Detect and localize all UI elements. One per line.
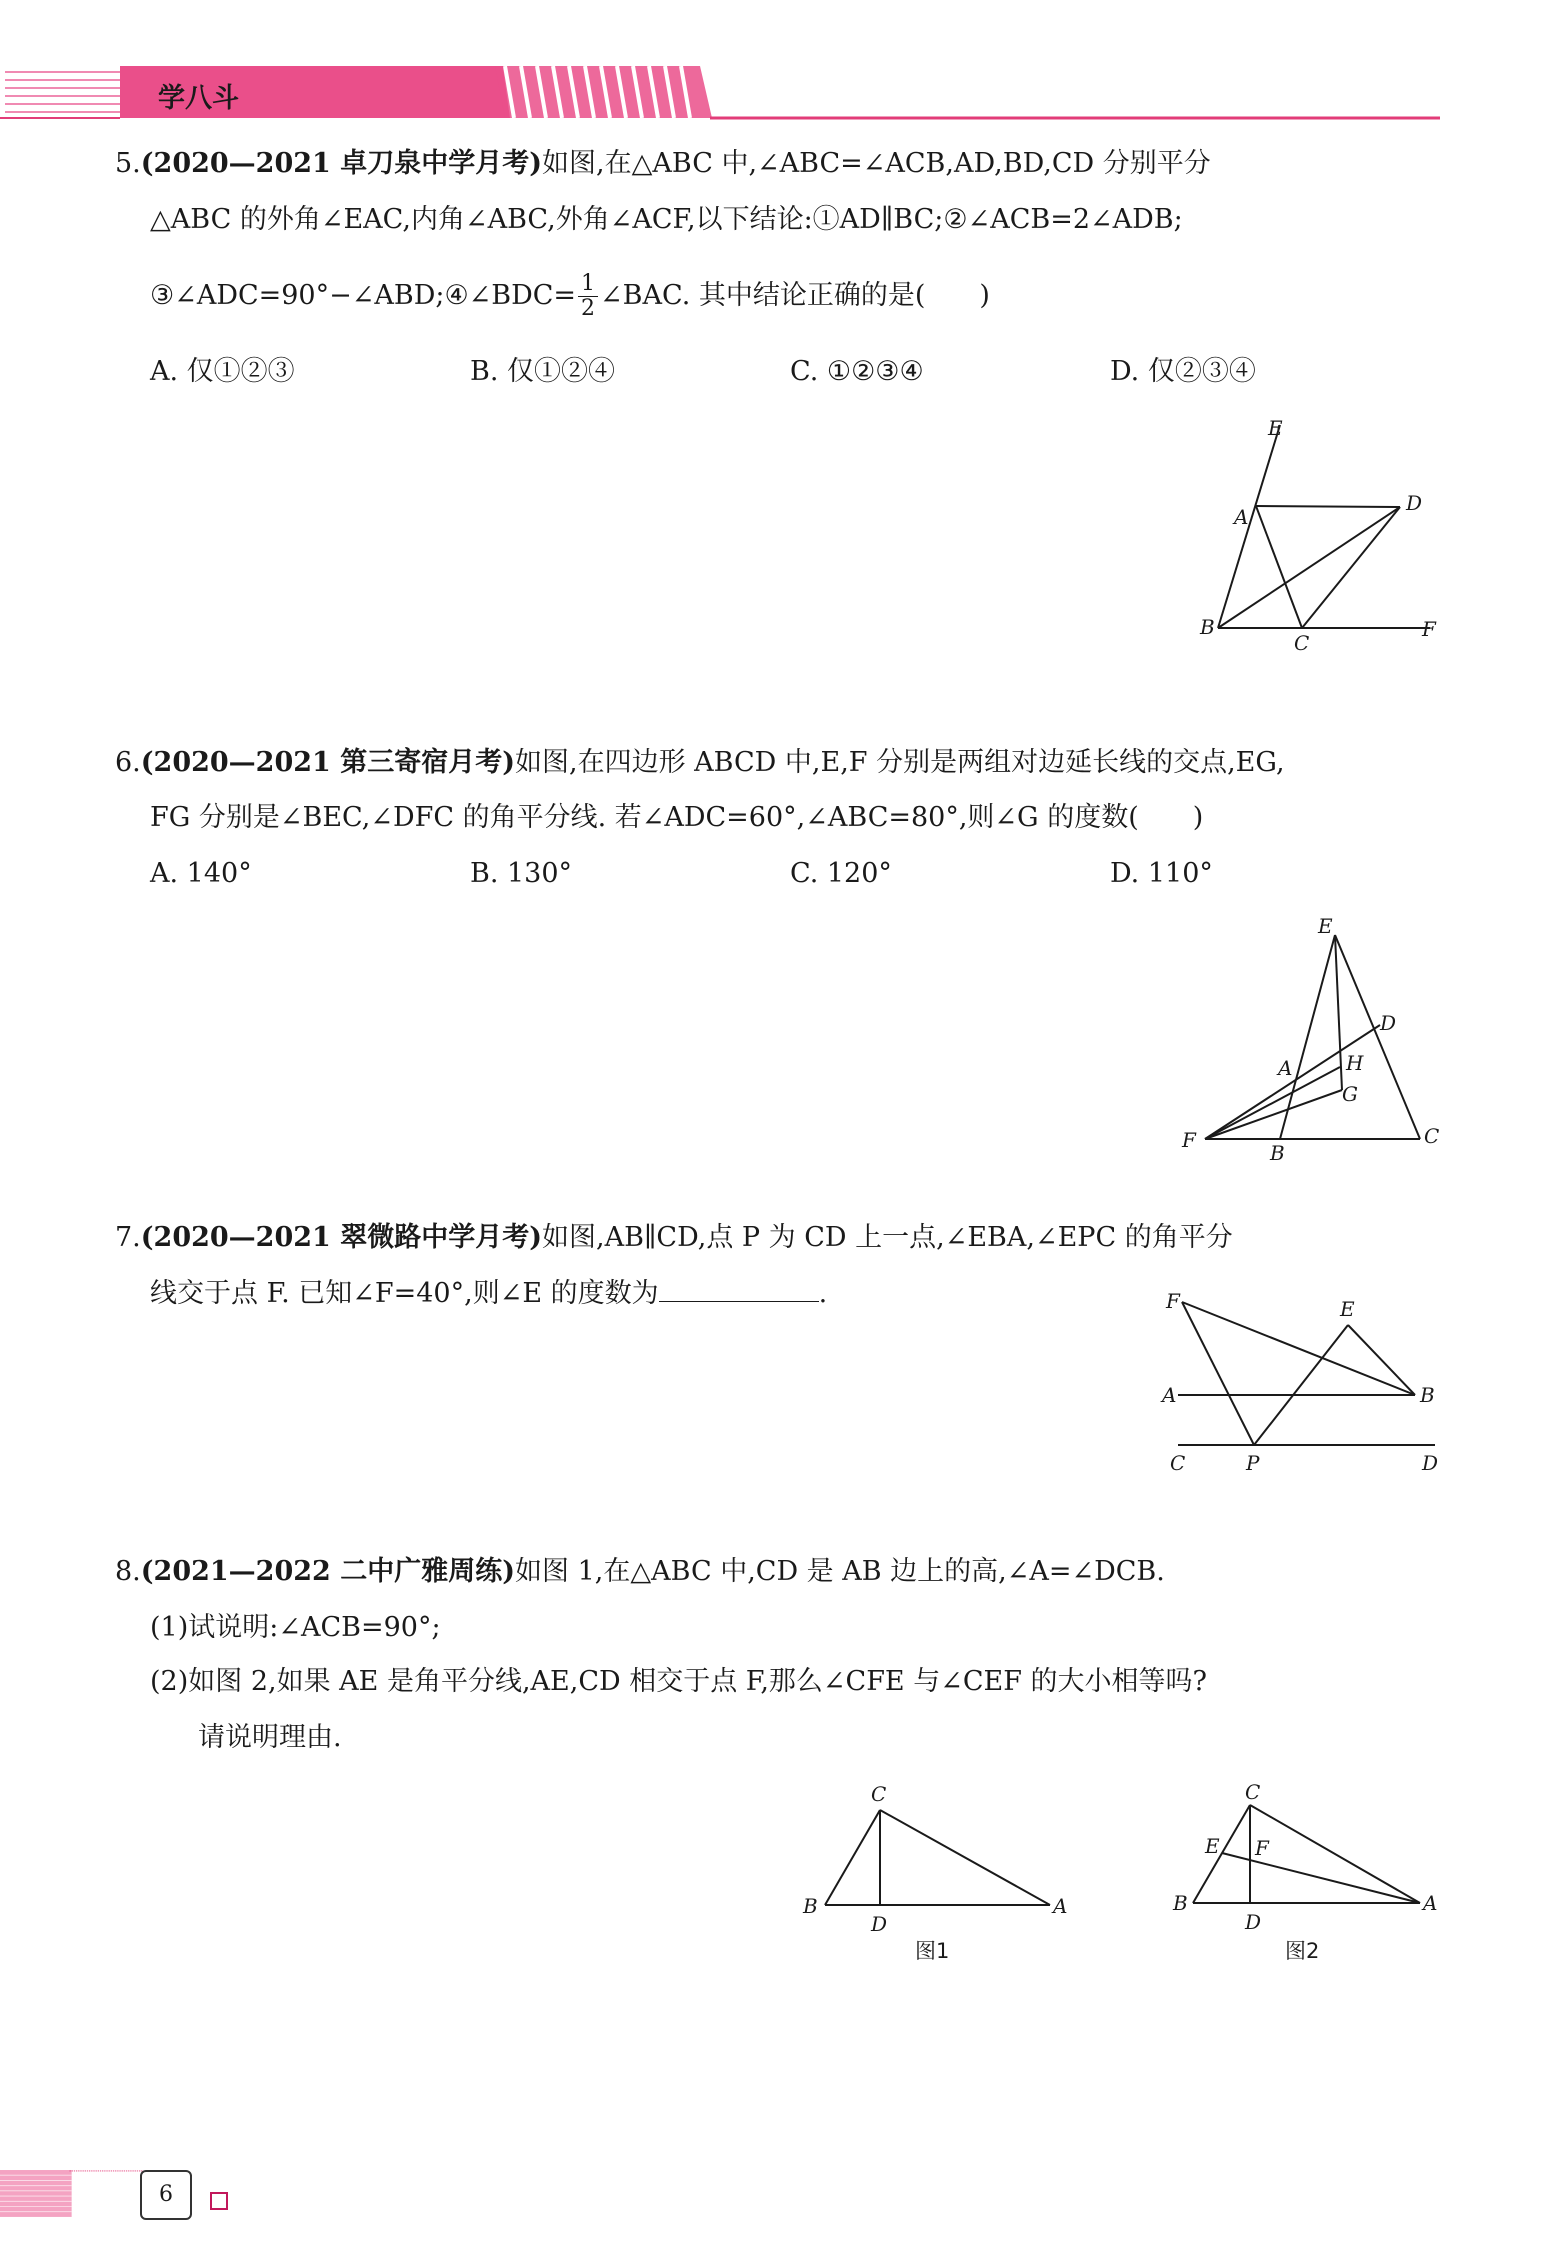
q8-line1 <box>115 1552 1165 1592</box>
q6-label-b: B <box>1270 1141 1285 1165</box>
q5-option-a: A. 仅①②③ <box>150 356 295 387</box>
q5-line2: △ABC 的外角∠EAC,内角∠ABC,外角∠ACF,以下结论:①AD∥BC;②∠ACB=2∠ADB; <box>150 204 1183 235</box>
q6-label-d: D <box>1380 1011 1397 1035</box>
q5-text3a: ③∠ADC=90°−∠ABD;④∠BDC= <box>150 280 577 311</box>
q8-figure2 <box>1165 1775 1455 1975</box>
fig2-label-e: E <box>1205 1834 1220 1858</box>
fig2-label-a: A <box>1423 1891 1438 1915</box>
q8-part2-continued: 请说明理由. <box>198 1722 342 1753</box>
q7-text1: 如图,AB∥CD,点 P 为 CD 上一点,∠EBA,∠EPC 的角平分 <box>542 1222 1233 1253</box>
fig2-label-d: D <box>1245 1910 1262 1934</box>
q5-line1 <box>115 144 1211 184</box>
fig1-label-d: D <box>871 1912 888 1936</box>
q5-option-d: D. 仅②③④ <box>1110 356 1256 387</box>
q6-number: 6. <box>115 747 141 778</box>
q7-label-f: F <box>1166 1289 1180 1313</box>
q5-text1: 如图,在△ABC 中,∠ABC=∠ACB,AD,BD,CD 分别平分 <box>542 148 1211 179</box>
q8-text1: 如图 1,在△ABC 中,CD 是 AB 边上的高,∠A=∠DCB. <box>515 1556 1165 1587</box>
answer-blank[interactable] <box>659 1275 819 1302</box>
q7-source: (2020—2021 翠微路中学月考) <box>140 1222 543 1253</box>
q8-number: 8. <box>115 1556 141 1587</box>
q6-label-g: G <box>1342 1082 1358 1106</box>
q5-fraction <box>578 272 598 321</box>
q7-text2: 线交于点 F. 已知∠F=40°,则∠E 的度数为 <box>150 1278 659 1309</box>
fig1-label-b: B <box>803 1894 818 1918</box>
page-number: 6 <box>140 2170 192 2220</box>
fraction-denominator: 2 <box>581 296 596 321</box>
q5-label-e: E <box>1268 416 1283 440</box>
q5-number: 5. <box>115 148 141 179</box>
q7-label-p: P <box>1246 1451 1260 1475</box>
q6-label-a: A <box>1278 1056 1293 1080</box>
q6-label-f: F <box>1182 1128 1196 1152</box>
q5-option-b: B. 仅①②④ <box>470 356 616 387</box>
q7-line2 <box>150 1274 827 1314</box>
q8-figure1 <box>795 1775 1085 1975</box>
fig1-label-c: C <box>871 1782 887 1806</box>
q7-label-d: D <box>1422 1451 1439 1475</box>
fig1-label-a: A <box>1053 1894 1068 1918</box>
q7-line1 <box>115 1218 1233 1258</box>
q6-line2: FG 分别是∠BEC,∠DFC 的角平分线. 若∠ADC=60°,∠ABC=80°,则∠G 的度数( ) <box>150 802 1204 833</box>
q7-label-e: E <box>1340 1297 1355 1321</box>
q5-text3b: ∠BAC. 其中结论正确的是( ) <box>600 280 990 311</box>
q5-option-c: C. ①②③④ <box>790 356 924 387</box>
fig2-label-b: B <box>1173 1891 1188 1915</box>
q6-option-b: B. 130° <box>470 858 573 889</box>
q7-number: 7. <box>115 1222 141 1253</box>
q6-option-c: C. 120° <box>790 858 892 889</box>
header-title: 学八斗 <box>158 83 239 114</box>
q5-source: (2020—2021 卓刀泉中学月考) <box>140 148 543 179</box>
q6-figure <box>1170 915 1450 1165</box>
q5-label-f: F <box>1422 617 1436 641</box>
q8-part2: (2)如图 2,如果 AE 是角平分线,AE,CD 相交于点 F,那么∠CFE 与∠CEF 的大小相等吗? <box>150 1666 1208 1697</box>
fig2-caption: 图2 <box>1285 1939 1320 1963</box>
q6-option-a: A. 140° <box>150 858 252 889</box>
q6-label-e: E <box>1318 915 1333 938</box>
q7-period: . <box>818 1278 828 1309</box>
fig2-label-f: F <box>1255 1836 1269 1860</box>
q8-source: (2021—2022 二中广雅周练) <box>140 1556 516 1587</box>
q6-label-h: H <box>1346 1051 1364 1075</box>
q6-text1: 如图,在四边形 ABCD 中,E,F 分别是两组对边延长线的交点,EG, <box>515 747 1285 778</box>
q6-label-c: C <box>1424 1124 1440 1148</box>
q7-label-c: C <box>1170 1451 1186 1475</box>
q7-label-a: A <box>1162 1383 1177 1407</box>
q5-label-a: A <box>1234 505 1249 529</box>
q6-option-d: D. 110° <box>1110 858 1213 889</box>
fig2-label-c: C <box>1245 1780 1261 1804</box>
q5-line3 <box>150 272 990 321</box>
square-icon <box>210 2192 228 2210</box>
q6-line1 <box>115 743 1285 783</box>
q7-figure <box>1160 1280 1450 1480</box>
q6-source: (2020—2021 第三寄宿月考) <box>140 747 516 778</box>
q5-label-d: D <box>1406 491 1423 515</box>
q5-label-c: C <box>1294 631 1310 655</box>
fraction-numerator: 1 <box>578 272 598 297</box>
q8-part1: (1)试说明:∠ACB=90°; <box>150 1612 441 1643</box>
q7-label-b: B <box>1420 1383 1435 1407</box>
q5-figure <box>1190 410 1450 660</box>
fig1-caption: 图1 <box>915 1939 950 1963</box>
q5-label-b: B <box>1200 615 1215 639</box>
